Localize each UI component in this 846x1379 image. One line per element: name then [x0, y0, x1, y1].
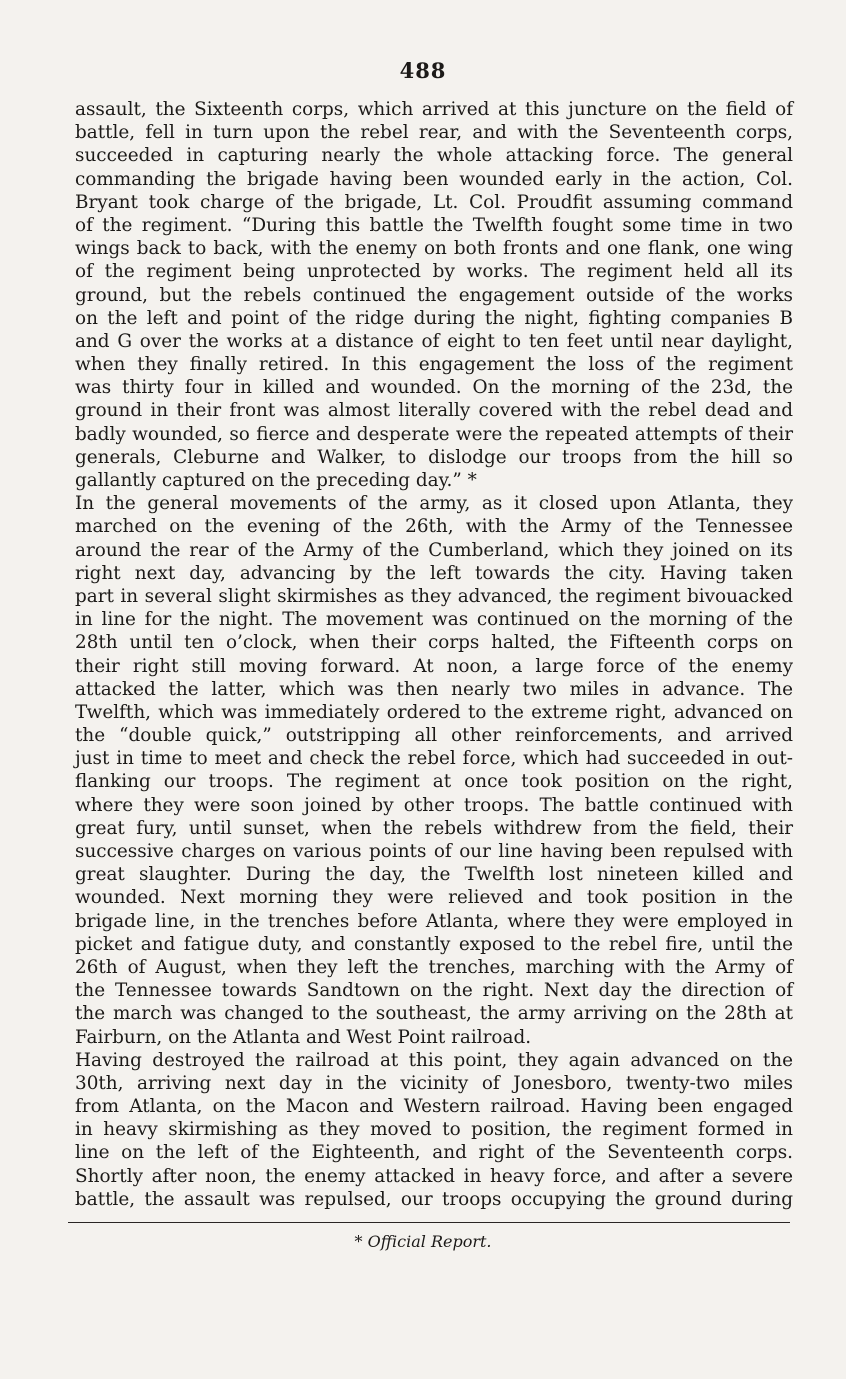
- text-line: gallantly captured on the preceding day.” *: [75, 470, 477, 491]
- text-line: great slaughter. During the day, the Twelfth lost nineteen killed and: [75, 864, 793, 886]
- text-line: Shortly after noon, the enemy attacked in heavy force, and after a severe: [75, 1165, 793, 1187]
- body-text: [75, 98, 793, 1211]
- text-line: of the regiment being unprotected by works. The regiment held all its: [75, 261, 793, 283]
- text-line: and G over the works at a distance of eight to ten feet until near daylight,: [75, 330, 793, 352]
- text-line: on the left and point of the ridge during the night, fighting companies B: [75, 307, 793, 329]
- text-line: of the regiment. “During this battle the Twelfth fought some time in two: [75, 214, 793, 236]
- text-line: 28th until ten o’clock, when their corps halted, the Fifteenth corps on: [75, 632, 793, 654]
- footnote-rule: [68, 1222, 790, 1223]
- text-line: their right still moving forward. At noon, a large force of the enemy: [75, 655, 793, 677]
- text-line: where they were soon joined by other troops. The battle continued with: [75, 794, 793, 816]
- text-line: right next day, advancing by the left towards the city. Having taken: [75, 562, 793, 584]
- text-line: wounded. Next morning they were relieved and took position in the: [75, 887, 793, 909]
- text-line: ground, but the rebels continued the engagement outside of the works: [75, 284, 793, 306]
- text-line: brigade line, in the trenches before Atlanta, where they were employed in: [75, 910, 793, 932]
- text-line: wings back to back, with the enemy on both fronts and one flank, one wing: [75, 238, 793, 260]
- text-line: Having destroyed the railroad at this point, they again advanced on the: [75, 1049, 793, 1071]
- text-line: in heavy skirmishing as they moved to position, the regiment formed in: [75, 1119, 793, 1141]
- text-line: battle, the assault was repulsed, our troops occupying the ground during: [75, 1188, 793, 1210]
- text-line: battle, fell in turn upon the rebel rear, and with the Seventeenth corps,: [75, 122, 793, 144]
- text-line: successive charges on various points of our line having been repulsed with: [75, 841, 793, 862]
- footnote: * Official Report.: [354, 1232, 492, 1251]
- text-line: great fury, until sunset, when the rebels withdrew from the field, their: [75, 817, 793, 839]
- text-line: badly wounded, so fierce and desperate were the repeated attempts of their: [75, 423, 793, 445]
- text-line: the march was changed to the southeast, the army arriving on the 28th at: [75, 1003, 793, 1025]
- text-line: line on the left of the Eighteenth, and right of the Seventeenth corps.: [75, 1142, 793, 1164]
- text-line: in line for the night. The movement was continued on the morning of the: [75, 609, 793, 631]
- text-line: was thirty four in killed and wounded. On the morning of the 23d, the: [75, 377, 793, 399]
- text-line: just in time to meet and check the rebel force, which had succeeded in out-: [75, 748, 793, 770]
- text-line: 30th, arriving next day in the vicinity of Jonesboro, twenty-two miles: [75, 1072, 793, 1094]
- text-line: around the rear of the Army of the Cumberland, which they joined on its: [75, 539, 793, 561]
- text-line: Fairburn, on the Atlanta and West Point railroad.: [75, 1026, 532, 1048]
- text-line: ground in their front was almost literally covered with the rebel dead and: [75, 400, 793, 422]
- text-line: assault, the Sixteenth corps, which arrived at this juncture on the field of: [75, 99, 793, 120]
- text-line: Bryant took charge of the brigade, Lt. Col. Proudfit assuming command: [75, 191, 793, 213]
- text-line: commanding the brigade having been wounded early in the action, Col.: [75, 168, 793, 190]
- text-line: attacked the latter, which was then nearly two miles in advance. The: [75, 678, 793, 700]
- text-line: the Tennessee towards Sandtown on the right. Next day the direction of: [75, 980, 793, 1002]
- text-line: when they finally retired. In this engagement the loss of the regiment: [75, 354, 793, 376]
- text-line: from Atlanta, on the Macon and Western railroad. Having been engaged: [75, 1096, 793, 1118]
- text-line: In the general movements of the army, as it closed upon Atlanta, they: [75, 493, 793, 515]
- text-line: 26th of August, when they left the trenches, marching with the Army of: [75, 956, 793, 978]
- text-line: picket and fatigue duty, and constantly exposed to the rebel fire, until the: [75, 933, 793, 955]
- page-number: 488: [399, 58, 447, 83]
- text-line: succeeded in capturing nearly the whole attacking force. The general: [75, 145, 793, 167]
- text-line: Twelfth, which was immediately ordered to the extreme right, advanced on: [75, 701, 793, 723]
- text-line: the “double quick,” outstripping all other reinforcements, and arrived: [75, 725, 793, 747]
- text-line: generals, Cleburne and Walker, to dislodge our troops from the hill so: [75, 446, 793, 468]
- text-line: flanking our troops. The regiment at once took position on the right,: [75, 771, 793, 793]
- text-line: marched on the evening of the 26th, with the Army of the Tennessee: [75, 516, 793, 538]
- text-line: part in several slight skirmishes as they advanced, the regiment bivouacked: [75, 585, 793, 607]
